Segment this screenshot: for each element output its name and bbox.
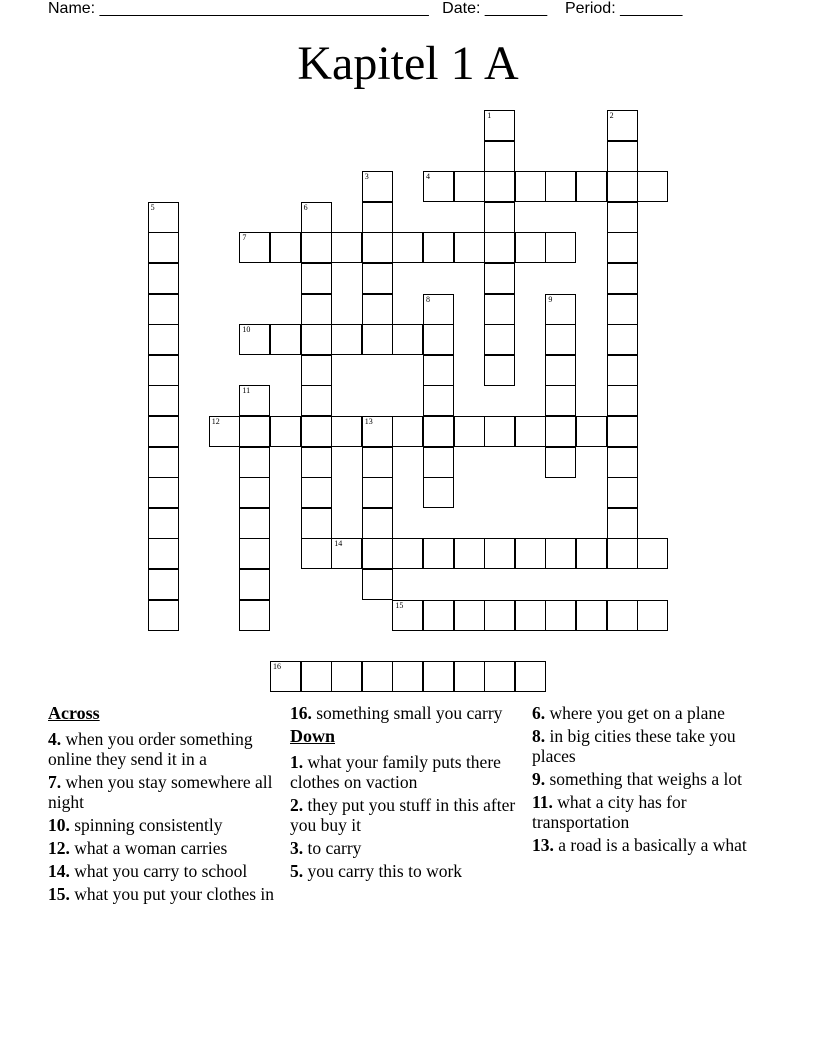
grid-cell[interactable] <box>607 477 638 508</box>
grid-cell[interactable] <box>607 508 638 539</box>
grid-cell[interactable] <box>301 416 332 447</box>
grid-cell[interactable] <box>484 600 515 631</box>
grid-cell[interactable] <box>301 294 332 325</box>
grid-cell[interactable] <box>392 661 423 692</box>
grid-cell[interactable] <box>484 263 515 294</box>
clue-down-1: 1. what your family puts there clothes on vaction <box>290 752 501 792</box>
grid-cell[interactable] <box>607 141 638 172</box>
grid-cell[interactable] <box>301 477 332 508</box>
grid-cell[interactable] <box>454 232 485 263</box>
grid-cell[interactable] <box>270 232 301 263</box>
grid-cell[interactable] <box>239 569 270 600</box>
grid-cell[interactable] <box>545 232 576 263</box>
page-title: Kapitel 1 A <box>297 37 519 90</box>
grid-cell[interactable] <box>515 538 546 569</box>
grid-cell[interactable] <box>484 171 515 202</box>
clue-down-3: 3. to carry <box>290 838 362 858</box>
cell-number: 14 <box>334 539 343 549</box>
clue-down-8: 8. in big cities these take you places <box>532 726 736 766</box>
grid-cell[interactable] <box>576 171 607 202</box>
across-heading: Across <box>48 703 100 723</box>
grid-cell[interactable] <box>362 232 393 263</box>
clue-across-7: 7. when you stay somewhere all night <box>48 772 273 812</box>
grid-cell[interactable] <box>423 416 454 447</box>
clue-column-2 <box>290 703 530 884</box>
grid-cell[interactable] <box>637 171 668 202</box>
clue-down-11: 11. what a city has for transportation <box>532 792 687 832</box>
grid-cell[interactable] <box>423 355 454 386</box>
grid-cell[interactable] <box>148 447 179 478</box>
grid-cell[interactable] <box>637 600 668 631</box>
grid-cell[interactable] <box>484 141 515 172</box>
cell-number: 16 <box>273 661 281 671</box>
clue-across-16: 16. something small you carry <box>290 703 503 723</box>
grid-cell[interactable] <box>607 294 638 325</box>
grid-cell[interactable] <box>301 385 332 416</box>
grid-cell[interactable] <box>331 416 362 447</box>
grid-cell[interactable] <box>607 202 638 233</box>
grid-cell[interactable] <box>270 661 301 692</box>
grid-cell[interactable] <box>607 263 638 294</box>
grid-cell[interactable] <box>301 263 332 294</box>
grid-cell[interactable] <box>239 508 270 539</box>
grid-cell[interactable] <box>148 263 179 294</box>
grid-cell[interactable] <box>239 232 270 263</box>
grid-cell[interactable] <box>515 661 546 692</box>
cell-number: 9 <box>548 294 553 304</box>
grid-cell[interactable] <box>148 416 179 447</box>
grid-cell[interactable] <box>148 294 179 325</box>
grid-cell[interactable] <box>301 538 332 569</box>
grid-cell[interactable] <box>362 538 393 569</box>
grid-cell[interactable] <box>331 661 362 692</box>
grid-cell[interactable] <box>545 600 576 631</box>
grid-cell[interactable] <box>239 416 270 447</box>
grid-cell[interactable] <box>362 294 393 325</box>
grid-cell[interactable] <box>576 416 607 447</box>
clue-down-5: 5. you carry this to work <box>290 861 463 881</box>
grid-cell[interactable] <box>148 324 179 355</box>
period-label: Period: <box>564 0 616 17</box>
grid-cell[interactable] <box>392 324 423 355</box>
grid-cell[interactable] <box>301 324 332 355</box>
grid-cell[interactable] <box>301 661 332 692</box>
name-label: Name: <box>48 0 96 17</box>
grid-cell[interactable] <box>301 447 332 478</box>
grid-cell[interactable] <box>607 385 638 416</box>
grid-cell[interactable] <box>484 324 515 355</box>
grid-cell[interactable] <box>423 447 454 478</box>
grid-cell[interactable] <box>545 171 576 202</box>
clue-down-6: 6. where you get on a plane <box>532 703 725 723</box>
clue-column-3 <box>532 703 772 858</box>
grid-cell[interactable] <box>423 385 454 416</box>
grid-cell[interactable] <box>545 416 576 447</box>
grid-cell[interactable] <box>423 171 454 202</box>
grid-cell[interactable] <box>484 294 515 325</box>
grid-cell[interactable] <box>301 232 332 263</box>
cell-number: 5 <box>150 202 155 212</box>
grid-cell[interactable] <box>484 661 515 692</box>
grid-cell[interactable] <box>607 355 638 386</box>
grid-cell[interactable] <box>545 324 576 355</box>
grid-cell[interactable] <box>362 508 393 539</box>
cell-number: 4 <box>426 172 430 182</box>
grid-cell[interactable] <box>148 202 179 233</box>
grid-cell[interactable] <box>607 232 638 263</box>
grid-cell[interactable] <box>239 324 270 355</box>
grid-cell[interactable] <box>607 447 638 478</box>
cell-number: 7 <box>242 233 247 243</box>
cell-number: 11 <box>242 386 251 396</box>
grid-cell[interactable] <box>301 508 332 539</box>
grid-cell[interactable] <box>148 477 179 508</box>
grid-cell[interactable] <box>454 171 485 202</box>
grid-cell[interactable] <box>362 416 393 447</box>
clue-across-4: 4. when you order something online they send it in a <box>48 729 253 769</box>
grid-cell[interactable] <box>239 447 270 478</box>
grid-cell[interactable] <box>392 232 423 263</box>
grid-cell[interactable] <box>515 600 546 631</box>
grid-cell[interactable] <box>392 416 423 447</box>
grid-cell[interactable] <box>148 600 179 631</box>
grid-cell[interactable] <box>423 232 454 263</box>
grid-cell[interactable] <box>515 416 546 447</box>
grid-cell[interactable] <box>607 171 638 202</box>
grid-cell[interactable] <box>607 416 638 447</box>
grid-cell[interactable] <box>362 477 393 508</box>
cell-number: 13 <box>364 417 373 426</box>
grid-cell[interactable] <box>484 232 515 263</box>
grid-cell[interactable] <box>545 538 576 569</box>
grid-cell[interactable] <box>392 538 423 569</box>
grid-cell[interactable] <box>239 600 270 631</box>
grid-cell[interactable] <box>454 416 485 447</box>
grid-cell[interactable] <box>637 538 668 569</box>
grid-cell[interactable] <box>148 355 179 386</box>
grid-cell[interactable] <box>270 416 301 447</box>
grid-cell[interactable] <box>362 202 393 233</box>
down-heading: Down <box>290 726 336 746</box>
grid-cell[interactable] <box>545 294 576 325</box>
grid-cell[interactable] <box>270 324 301 355</box>
name-blank[interactable]: _____________________________________ <box>99 0 429 17</box>
grid-cell[interactable] <box>239 477 270 508</box>
grid-cell[interactable] <box>331 232 362 263</box>
grid-cell[interactable] <box>607 600 638 631</box>
grid-cell[interactable] <box>545 385 576 416</box>
date-blank[interactable]: _______ <box>484 0 548 17</box>
grid-cell[interactable] <box>148 232 179 263</box>
grid-cell[interactable] <box>148 385 179 416</box>
grid-cell[interactable] <box>423 600 454 631</box>
grid-cell[interactable] <box>484 202 515 233</box>
grid-cell[interactable] <box>454 661 485 692</box>
clue-down-2: 2. they put you stuff in this after you buy it <box>290 795 516 835</box>
grid-cell[interactable] <box>362 447 393 478</box>
grid-cell[interactable] <box>484 110 515 141</box>
grid-cell[interactable] <box>148 569 179 600</box>
grid-cell[interactable] <box>362 569 393 600</box>
grid-cell[interactable] <box>301 355 332 386</box>
cell-number: 8 <box>426 294 430 304</box>
grid-cell[interactable] <box>515 232 546 263</box>
grid-cell[interactable] <box>209 416 240 447</box>
clue-across-14: 14. what you carry to school <box>48 861 248 881</box>
grid-cell[interactable] <box>362 661 393 692</box>
grid-cell[interactable] <box>576 538 607 569</box>
grid-cell[interactable] <box>484 416 515 447</box>
grid-cell[interactable] <box>484 355 515 386</box>
grid-cell[interactable] <box>454 600 485 631</box>
grid-cell[interactable] <box>515 171 546 202</box>
clue-across-10: 10. spinning consistently <box>48 815 223 835</box>
grid-cell[interactable] <box>423 538 454 569</box>
grid-cell[interactable] <box>454 538 485 569</box>
date-label: Date: <box>442 0 481 17</box>
grid-cell[interactable] <box>607 324 638 355</box>
cell-number: 3 <box>364 172 369 182</box>
cell-number: 6 <box>303 202 308 212</box>
grid-cell[interactable] <box>148 508 179 539</box>
grid-cell[interactable] <box>362 263 393 294</box>
grid-cell[interactable] <box>423 324 454 355</box>
grid-cell[interactable] <box>607 538 638 569</box>
clue-down-9: 9. something that weighs a lot <box>532 769 742 789</box>
cell-number: 10 <box>242 325 251 335</box>
cell-number: 12 <box>211 417 220 426</box>
grid-cell[interactable] <box>423 661 454 692</box>
grid-cell[interactable] <box>331 324 362 355</box>
grid-cell[interactable] <box>423 294 454 325</box>
clue-down-13: 13. a road is a basically a what <box>532 835 747 855</box>
grid-cell[interactable] <box>362 171 393 202</box>
clue-column-1 <box>48 703 288 907</box>
grid-cell[interactable] <box>484 538 515 569</box>
grid-cell[interactable] <box>607 110 638 141</box>
cell-number: 2 <box>609 111 614 120</box>
grid-cell[interactable] <box>545 447 576 478</box>
cell-number: 15 <box>395 600 404 610</box>
grid-cell[interactable] <box>392 600 423 631</box>
grid-cell[interactable] <box>148 538 179 569</box>
grid-cell[interactable] <box>301 202 332 233</box>
grid-cell[interactable] <box>423 477 454 508</box>
cell-number: 1 <box>487 111 492 120</box>
grid-cell[interactable] <box>331 538 362 569</box>
grid-cell[interactable] <box>545 355 576 386</box>
grid-cell[interactable] <box>239 538 270 569</box>
grid-cell[interactable] <box>362 324 393 355</box>
period-blank[interactable]: _______ <box>620 0 683 17</box>
clue-across-15: 15. what you put your clothes in <box>48 884 275 904</box>
grid-cell[interactable] <box>239 385 270 416</box>
clue-across-12: 12. what a woman carries <box>48 838 228 858</box>
grid-cell[interactable] <box>576 600 607 631</box>
